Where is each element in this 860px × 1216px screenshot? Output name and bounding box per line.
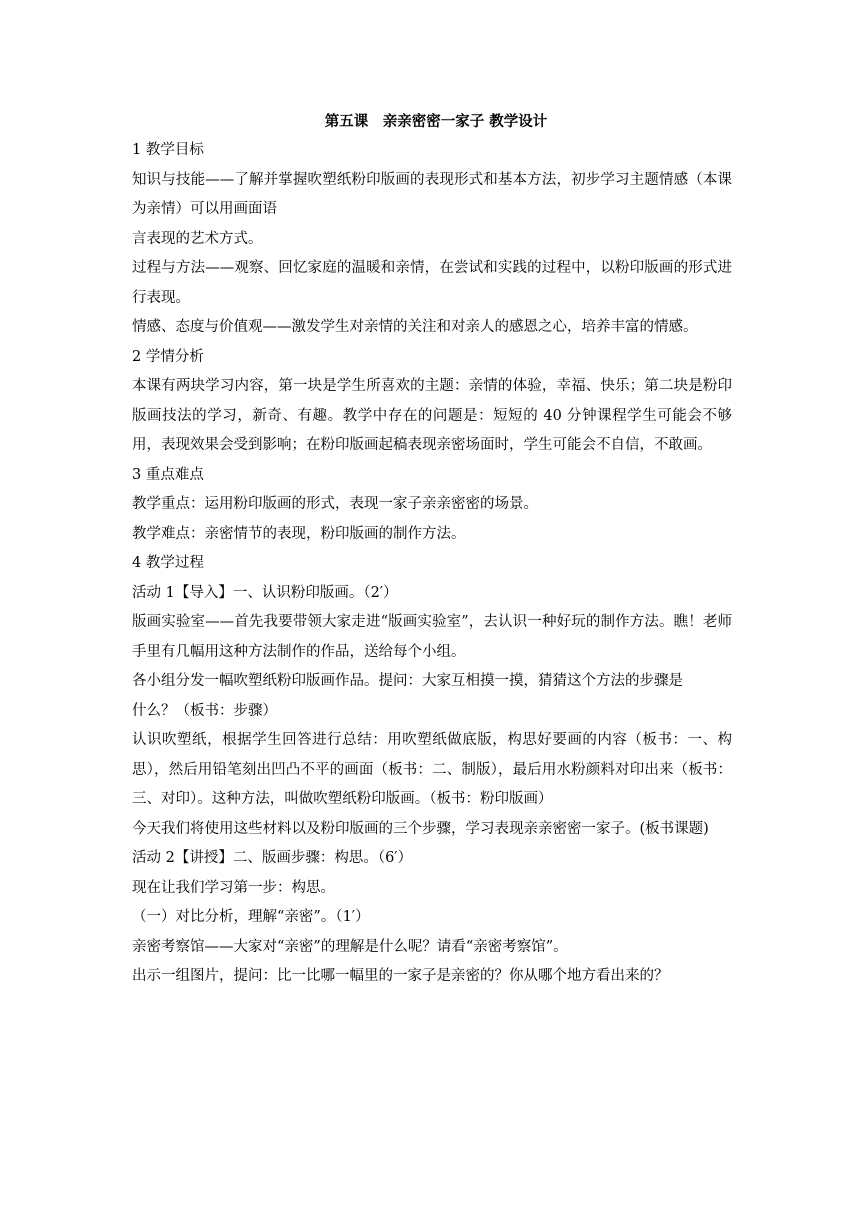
section-heading-process: 4 教学过程 (132, 555, 204, 571)
paragraph-group-question-cont: 什么？（板书：步骤） (132, 702, 277, 719)
activity-1-heading: 活动 1【导入】一、认识粉印版画。（2′） (132, 584, 398, 601)
paragraph-today-lesson: 今天我们将使用这些材料以及粉印版画的三个步骤，学习表现亲亲密密一家子。(板书课题) (132, 820, 709, 837)
document-title: 第五课 亲亲密密一家子 教学设计 (324, 113, 548, 130)
paragraph-intimacy-museum: 亲密考察馆——大家对“亲密”的理解是什么呢？请看“亲密考察馆”。 (132, 938, 568, 955)
activity-2-heading: 活动 2【讲授】二、版画步骤：构思。（6′） (132, 850, 413, 866)
paragraph-first-step: 现在让我们学习第一步：构思。 (132, 879, 335, 896)
paragraph-analysis: 本课有两块学习内容，第一块是学生所喜欢的主题：亲情的体验，幸福、快乐；第二块是粉印版画技法的学习，新奇、有趣。教学中存在的问题是：短短的 40 分钟课程学生可能会不够用，表现效果会受到影响；在粉印版画起稿表现亲密场面时，学生可能会不自信，不敢画。 (132, 378, 732, 453)
paragraph-knowledge-skills-cont: 言表现的艺术方式。 (132, 230, 263, 247)
paragraph-foam-board-summary: 认识吹塑纸，根据学生回答进行总结：用吹塑纸做底版，构思好要画的内容（板书：一、构思），然后用铅笔刻出凹凸不平的画面（板书：二、制版），最后用水粉颜料对印出来（板书：三、对印）。这种方法，叫做吹塑纸粉印版画。（板书：粉印版画） (132, 732, 732, 807)
section-heading-objectives: 1 教学目标 (132, 142, 204, 158)
paragraph-difficulty: 教学难点：亲密情节的表现，粉印版画的制作方法。 (132, 525, 466, 542)
paragraph-emotion-attitude: 情感、态度与价值观——激发学生对亲情的关注和对亲人的感恩之心，培养丰富的情感。 (132, 319, 698, 335)
section-heading-analysis: 2 学情分析 (132, 348, 204, 365)
paragraph-print-lab: 版画实验室——首先我要带领大家走进“版画实验室”，去认识一种好玩的制作方法。瞧！老师手里有几幅用这种方法制作的作品，送给每个小组。 (132, 614, 732, 660)
section-heading-key-points: 3 重点难点 (132, 466, 204, 483)
paragraph-group-question: 各小组分发一幅吹塑纸粉印版画作品。提问：大家互相摸一摸，猜猜这个方法的步骤是 (132, 673, 683, 689)
paragraph-key-point: 教学重点：运用粉印版画的形式，表现一家子亲亲密密的场景。 (132, 496, 538, 512)
paragraph-show-pictures: 出示一组图片，提问：比一比哪一幅里的一家子是亲密的？你从哪个地方看出来的？ (132, 968, 669, 984)
paragraph-knowledge-skills: 知识与技能——了解并掌握吹塑纸粉印版画的表现形式和基本方法，初步学习主题情感（本课为亲情）可以用画面语 (132, 171, 732, 217)
paragraph-compare-analysis: （一）对比分析，理解“亲密”。（1′） (132, 909, 370, 925)
document-body (132, 107, 732, 992)
paragraph-process-method: 过程与方法——观察、回忆家庭的温暖和亲情，在尝试和实践的过程中，以粉印版画的形式进行表现。 (132, 260, 732, 306)
